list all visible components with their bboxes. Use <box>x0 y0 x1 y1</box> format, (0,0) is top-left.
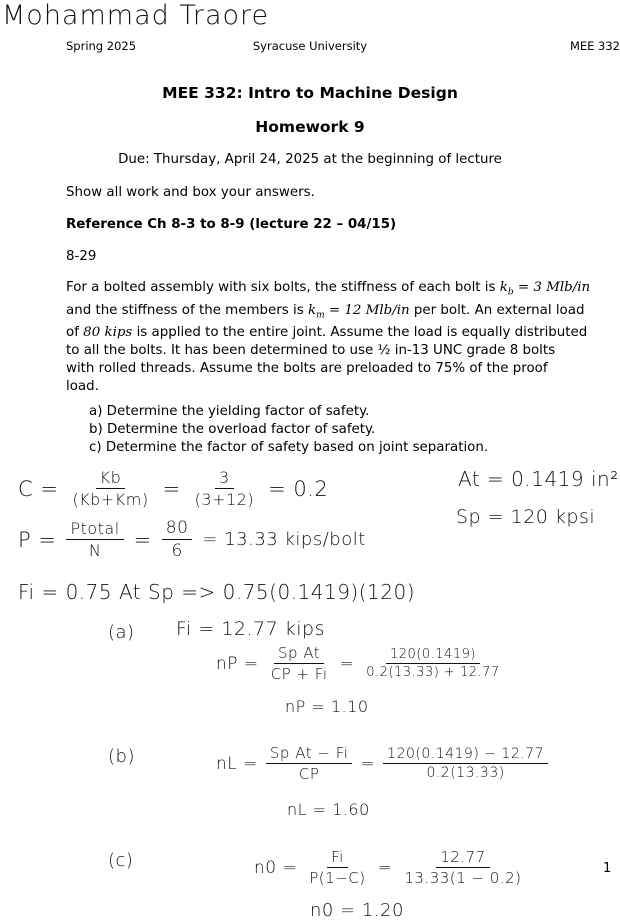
page-number: 1 <box>603 861 612 876</box>
p-eq: = <box>133 527 152 552</box>
yield-fos-result: nP = 1.10 <box>285 697 369 716</box>
instructions: Show all work and box your answers. <box>66 185 315 200</box>
separation-fos-work: n0 = $\frac{Fi}{P(1-C)}$ = $\frac{12.77}{13.33(1 - 0.2)}$ <box>254 848 526 887</box>
problem-line-4: to all the bolts. It has been determined to use ½ in-13 UNC grade 8 bolts <box>66 343 556 359</box>
overload-fos-work: nL = $\frac{\text{Sp At − Fi}}{CP}$ = $\frac{120(0.1419) - 12.77}{0.2(13.33)}$ <box>216 744 548 783</box>
p-fraction-2: $\frac{80}{6}$ <box>162 518 193 561</box>
problem-line-6: load. <box>66 379 99 395</box>
course-title: MEE 332: Intro to Machine Design <box>162 84 458 102</box>
p-result: = 13.33 kips/bolt <box>202 529 366 550</box>
p-lhs: P = <box>18 527 57 552</box>
tensile-area: At = 0.1419 in² <box>458 467 619 491</box>
preload-work: Fi = 0.75 At Sp => 0.75(0.1419)(120) <box>18 580 416 604</box>
no-fraction-2: $\frac{12.77}{13.33(1 - 0.2)}$ <box>404 848 522 887</box>
reference: Reference Ch 8-3 to 8-9 (lecture 22 – 04/15) <box>66 217 397 232</box>
part-c-label: (c) <box>108 850 134 871</box>
c-fraction-2: $\frac{3}{(3+12)}$ <box>194 468 255 509</box>
problem-statement <box>66 279 620 396</box>
nl-fraction-2: $\frac{120(0.1419) - 12.77}{0.2(13.33)}$ <box>383 746 548 781</box>
part-b: b) Determine the overload factor of safety. <box>89 422 376 437</box>
problem-line-5: with rolled threads. Assume the bolts are preloaded to 75% of the proof <box>66 361 548 377</box>
p-fraction: $\frac{\text{Ptotal}}{N}$ <box>66 519 123 560</box>
c-result: = 0.2 <box>268 476 329 501</box>
c-fraction: $\frac{Kb}{(Kb+Km)}$ <box>72 468 149 509</box>
part-c: c) Determine the factor of safety based on joint separation. <box>89 440 489 455</box>
header-university: Syracuse University <box>252 39 368 53</box>
separation-fos-result: n0 = 1.20 <box>310 900 404 921</box>
header-course-code: MEE 332 <box>569 39 620 53</box>
student-name: Mohammad Traore <box>2 0 270 31</box>
load-per-bolt-work <box>18 518 366 561</box>
c-lhs: C = <box>18 476 59 501</box>
overload-fos-result: nL = 1.60 <box>287 800 370 819</box>
parts-list <box>89 403 488 457</box>
proof-strength: Sp = 120 kpsi <box>456 506 596 528</box>
part-b-label: (b) <box>108 746 135 767</box>
part-a-label: (a) <box>108 622 135 643</box>
problem-line-1: For a bolted assembly with six bolts, the stiffness of each bolt is $k_b = 3$ Mlb/in <box>66 280 591 298</box>
yield-fos-work: nP = $\frac{\text{Sp At}}{CP + Fi}$ = $\frac{120(0.1419)}{0.2(13.33) + 12.77}$ <box>216 644 504 683</box>
no-fraction: $\frac{Fi}{P(1-C)}$ <box>309 848 366 887</box>
problem-line-2: and the stiffness of the members is $k_m = 12$ Mlb/in per bolt. An external load <box>66 302 585 321</box>
np-fraction-2: $\frac{120(0.1419)}{0.2(13.33) + 12.77}$ <box>366 647 500 680</box>
nl-fraction: $\frac{\text{Sp At − Fi}}{CP}$ <box>266 744 353 783</box>
problem-number: 8-29 <box>66 249 97 264</box>
np-fraction: $\frac{\text{Sp At}}{CP + Fi}$ <box>270 644 328 683</box>
part-a: a) Determine the yielding factor of safety. <box>89 404 370 419</box>
c-eq: = <box>162 476 181 501</box>
due-date: Due: Thursday, April 24, 2025 at the beginning of lecture <box>118 152 502 167</box>
header-term: Spring 2025 <box>66 39 137 53</box>
stiffness-constant-work <box>18 468 328 509</box>
problem-line-3: of 80 kips is applied to the entire joint. Assume the load is equally distributed <box>66 325 588 341</box>
homework-title: Homework 9 <box>255 118 365 136</box>
preload-value: Fi = 12.77 kips <box>176 618 325 640</box>
